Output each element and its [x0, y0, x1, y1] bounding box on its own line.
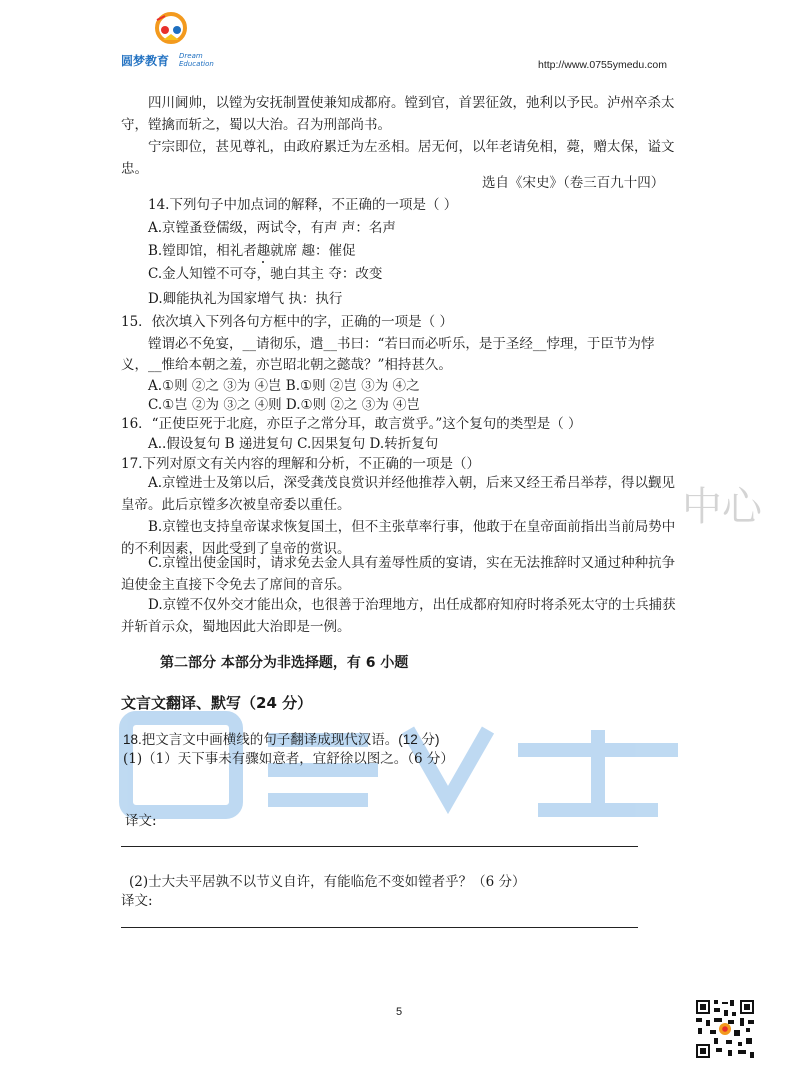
part2-title: 第二部分 本部分为非选择题，有 6 小题: [160, 655, 409, 671]
q14-stem: 14.下列句子中加点词的解释，不正确的一项是（ ）: [148, 197, 458, 213]
qr-code-icon: [694, 998, 756, 1060]
watermark-side-text: 中心: [682, 484, 762, 530]
q14-dotted-word: 趣: [256, 243, 271, 259]
q17-option-a: A.京镗进士及第以后，深受龚茂良赏识并经他推荐入朝，后来又经王希吕举荐，得以觐见皇帝。此后京镗多次被皇帝委以重任。: [121, 475, 676, 513]
page-number: 5: [396, 1006, 403, 1018]
q18-answer-label-2: 译文:: [121, 893, 153, 909]
logo-chinese-text: 圆梦教育: [121, 54, 170, 68]
q18-stem: 18.把文言文中画横线的句子翻译成现代汉语。(12 分): [123, 732, 440, 747]
q17-stem: 17.下列对原文有关内容的理解和分析，不正确的一项是（）: [121, 456, 480, 472]
q15-options-line2: C.①岂 ②为 ③之 ④则 D.①则 ②之 ③为 ④岂: [148, 397, 421, 413]
q17-option-b: B.京镗也支持皇帝谋求恢复国土，但不主张草率行事，他敢于在皇帝面前指出当前局势中的不利因素，因此受到了皇帝的赏识。: [121, 519, 676, 557]
logo-en-line1: Dream: [179, 52, 203, 60]
q14-option-a: A.京镗蚤登儒级，两试令，有声 声：名声: [148, 220, 396, 236]
q18-item1: (1)（1）天下事未有骤如意者，宜舒徐以图之。（6 分）: [123, 751, 454, 767]
q18-item2: (2)士大夫平居孰不以节义自许，有能临危不变如镗者乎？（6 分）: [129, 874, 526, 890]
answer-line-2[interactable]: [121, 927, 638, 928]
q14-option-d: D.卿能执礼为国家增气 执：执行: [148, 291, 343, 307]
q14-option-c: C.金人知镗不可夺，驰白其主 夺：改变: [148, 266, 383, 282]
answer-line-1[interactable]: [121, 846, 638, 847]
logo-english-text: [179, 52, 214, 68]
q14-option-b: [148, 242, 356, 260]
logo-en-line2: Education: [179, 60, 214, 68]
q15-options-line1: A.①则 ②之 ③为 ④岂 B.①则 ②岂 ③为 ④之: [148, 378, 420, 394]
q15-stem: 15．依次填入下列各句方框中的字，正确的一项是（ ）: [121, 314, 453, 330]
q14-option-b-post: 就席 趣：催促: [270, 243, 356, 259]
q18-answer-label-1: 译文:: [125, 813, 157, 829]
q14-option-b-pre: B.镗即馆，相礼者: [148, 243, 257, 259]
passage-paragraph-2: 宁宗即位，甚见尊礼，由政府累迁为左丞相。居无何，以年老请免相，薨，赠太保，谥文忠。: [121, 139, 675, 177]
passage-source: 选自《宋史》（卷三百九十四）: [482, 175, 665, 191]
dream-education-logo-icon: [151, 12, 191, 50]
q16-stem: 16．“正使臣死于北庭，亦臣子之常分耳，敢言赏乎。”这个复句的类型是（ ）: [121, 416, 582, 432]
header-url: http://www.0755ymedu.com: [538, 59, 667, 71]
passage-paragraph-1: 四川阃帅，以镗为安抚制置使兼知成都府。镗到官，首罢征敛，弛利以予民。泸州卒杀太守，镗擒而斩之，蜀以大治。召为刑部尚书。: [121, 95, 675, 133]
q17-option-d: D.京镗不仅外交才能出众，也很善于治理地方，出任成都府知府时将杀死太守的士兵捕获并斩首示众，蜀地因此大治即是一例。: [121, 597, 676, 635]
brand-logo: [117, 12, 237, 72]
q17-option-c: C.京镗出使金国时，请求免去金人具有羞辱性质的宴请，实在无法推辞时又通过种种抗争迫使金主直接下令免去了席间的音乐。: [121, 555, 676, 593]
q16-options: A..假设复句 B 递进复句 C.因果复句 D.转折复句: [148, 436, 439, 452]
q15-text-line2: 义，__惟给本朝之羞，亦岂昭北朝之懿哉？”相持甚久。: [121, 357, 452, 373]
q15-text-line1: 镗谓必不免宴，__请彻乐，遣__书曰：“若曰而必听乐，是于圣经__悖理，于臣节为悖: [148, 336, 655, 352]
section-heading: 文言文翻译、默写（24 分）: [121, 694, 313, 712]
